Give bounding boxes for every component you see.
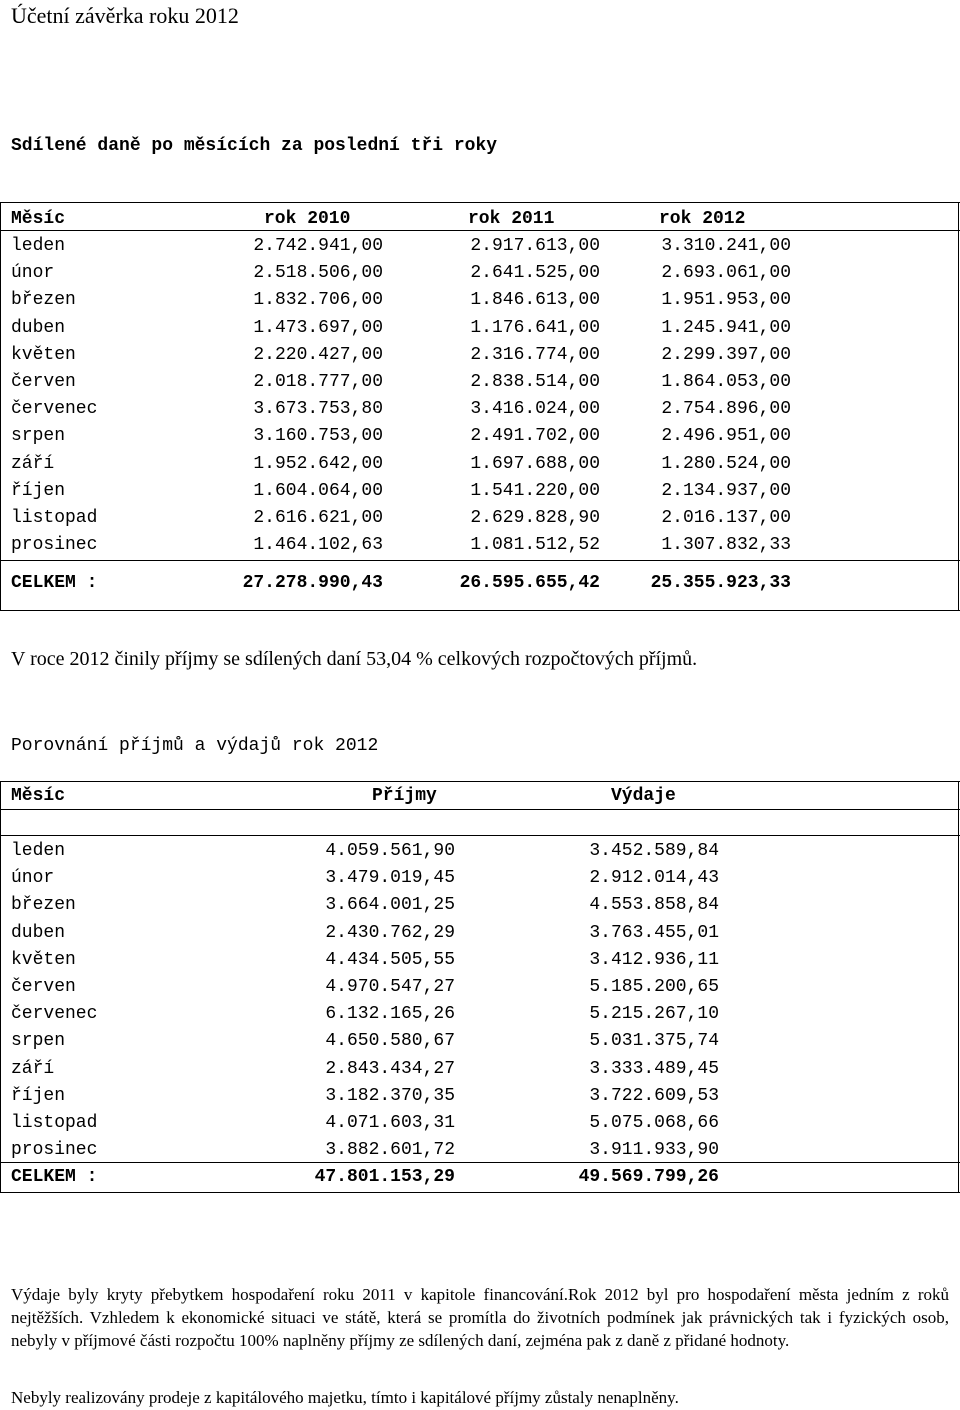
income-cell: 2.430.762,29 — [325, 922, 455, 943]
amount-cell: 1.952.642,00 — [253, 453, 383, 474]
amount-cell: 1.307.832,33 — [661, 535, 791, 556]
month-label: srpen — [11, 1031, 66, 1052]
total-label: CELKEM : — [11, 1167, 98, 1187]
header-spacer-divider — [0, 835, 960, 836]
total-divider — [0, 560, 960, 561]
income-cell: 3.479.019,45 — [325, 868, 455, 889]
expense-cell: 3.911.933,90 — [589, 1140, 719, 1161]
amount-cell: 3.416.024,00 — [470, 399, 600, 420]
income-cell: 6.132.165,26 — [325, 1004, 455, 1025]
month-label: říjen — [11, 1085, 66, 1106]
month-label: červen — [11, 372, 76, 392]
amount-cell: 2.754.896,00 — [661, 399, 791, 420]
month-label: listopad — [11, 1113, 98, 1133]
amount-cell: 2.641.525,00 — [470, 263, 600, 284]
amount-cell: 1.473.697,00 — [253, 317, 383, 338]
amount-cell: 3.673.753,80 — [253, 399, 383, 420]
income-cell: 4.650.580,67 — [325, 1031, 455, 1052]
expense-cell: 4.553.858,84 — [589, 895, 719, 916]
amount-cell: 1.951.953,00 — [661, 290, 791, 311]
amount-cell: 2.838.514,00 — [470, 372, 600, 392]
month-label: září — [11, 1058, 55, 1079]
income-cell: 3.664.001,25 — [325, 895, 455, 916]
expense-cell: 3.333.489,45 — [589, 1058, 719, 1079]
column-header-expenses: Výdaje — [611, 786, 676, 806]
expense-cell: 5.075.068,66 — [589, 1113, 719, 1133]
table-border-right — [958, 203, 959, 610]
column-header-year: rok 2010 — [264, 209, 351, 229]
expense-cell: 3.452.589,84 — [589, 841, 719, 861]
expense-cell: 5.185.200,65 — [589, 977, 719, 997]
month-label: červen — [11, 977, 76, 997]
paragraph-capital: Nebyly realizovány prodeje z kapitálového majetku, tímto i kapitálové příjmy zůstaly nenaplněny. — [11, 1388, 679, 1407]
month-label: červenec — [11, 399, 98, 420]
expense-cell: 5.215.267,10 — [589, 1004, 719, 1025]
comparison-heading: Porovnání příjmů a výdajů rok 2012 — [11, 736, 379, 756]
amount-cell: 3.310.241,00 — [661, 236, 791, 256]
month-label: září — [11, 453, 55, 474]
table-border-right — [958, 782, 959, 1192]
total-amount: 25.355.923,33 — [650, 573, 791, 593]
total-amount: 26.595.655,42 — [459, 573, 600, 593]
month-label: duben — [11, 922, 66, 943]
expense-cell: 3.722.609,53 — [589, 1085, 719, 1106]
amount-cell: 2.016.137,00 — [661, 508, 791, 528]
amount-cell: 3.160.753,00 — [253, 426, 383, 447]
month-label: květen — [11, 949, 76, 970]
income-cell: 4.071.603,31 — [325, 1113, 455, 1133]
amount-cell: 2.693.061,00 — [661, 263, 791, 284]
amount-cell: 2.742.941,00 — [253, 236, 383, 256]
amount-cell: 2.018.777,00 — [253, 372, 383, 392]
month-label: prosinec — [11, 535, 98, 556]
amount-cell: 2.518.506,00 — [253, 263, 383, 284]
total-label: CELKEM : — [11, 573, 98, 593]
month-label: únor — [11, 263, 55, 284]
amount-cell: 1.604.064,00 — [253, 480, 383, 501]
table-border-left — [0, 782, 1, 1192]
amount-cell: 1.864.053,00 — [661, 372, 791, 392]
paragraph-financing: Výdaje byly kryty přebytkem hospodaření roku 2011 v kapitole financování.Rok 2012 byl pro hospodaření města jedním z roků nejtěžších. Vzhledem k ekonomické situaci ve státě, která se promítla do životních podmínek jak právnických tak i fyzických osob, nebyly v příjmové části rozpočtu 100% naplněny příjmy ze sdílených daní, zejména pak z daně z přidané hodnoty. — [11, 1285, 949, 1350]
shared-taxes-table — [0, 202, 960, 611]
month-label: leden — [11, 236, 66, 256]
amount-cell: 1.464.102,63 — [253, 535, 383, 556]
column-header-month: Měsíc — [11, 209, 66, 229]
header-divider — [0, 230, 960, 231]
amount-cell: 1.541.220,00 — [470, 480, 600, 501]
expense-cell: 2.912.014,43 — [589, 868, 719, 889]
total-amount: 27.278.990,43 — [242, 573, 383, 593]
column-header-income: Příjmy — [372, 786, 437, 806]
shared-taxes-note: V roce 2012 činily příjmy se sdílených daní 53,04 % celkových rozpočtových příjmů. — [11, 648, 698, 670]
income-cell: 3.882.601,72 — [325, 1140, 455, 1161]
income-cell: 4.059.561,90 — [325, 841, 455, 861]
comparison-table — [0, 781, 960, 1193]
amount-cell: 1.081.512,52 — [470, 535, 600, 556]
expense-cell: 3.763.455,01 — [589, 922, 719, 943]
amount-cell: 2.299.397,00 — [661, 344, 791, 365]
total-amount: 49.569.799,26 — [578, 1167, 719, 1187]
income-cell: 4.970.547,27 — [325, 977, 455, 997]
month-label: duben — [11, 317, 66, 338]
amount-cell: 1.697.688,00 — [470, 453, 600, 474]
shared-taxes-heading: Sdílené daně po měsících za poslední tři roky — [11, 136, 498, 156]
total-amount: 47.801.153,29 — [314, 1167, 455, 1187]
month-label: říjen — [11, 480, 66, 501]
income-cell: 2.843.434,27 — [325, 1058, 455, 1079]
amount-cell: 2.491.702,00 — [470, 426, 600, 447]
month-label: listopad — [11, 508, 98, 528]
amount-cell: 1.846.613,00 — [470, 290, 600, 311]
amount-cell: 2.134.937,00 — [661, 480, 791, 501]
month-label: březen — [11, 290, 76, 311]
month-label: prosinec — [11, 1140, 98, 1161]
column-header-year: rok 2011 — [468, 209, 555, 229]
amount-cell: 2.629.828,90 — [470, 508, 600, 528]
amount-cell: 2.496.951,00 — [661, 426, 791, 447]
month-label: leden — [11, 841, 66, 861]
amount-cell: 1.280.524,00 — [661, 453, 791, 474]
expense-cell: 5.031.375,74 — [589, 1031, 719, 1052]
month-label: květen — [11, 344, 76, 365]
column-header-year: rok 2012 — [659, 209, 746, 229]
amount-cell: 2.220.427,00 — [253, 344, 383, 365]
amount-cell: 2.917.613,00 — [470, 236, 600, 256]
month-label: červenec — [11, 1004, 98, 1025]
total-divider — [0, 1162, 960, 1163]
month-label: srpen — [11, 426, 66, 447]
amount-cell: 1.176.641,00 — [470, 317, 600, 338]
amount-cell: 1.245.941,00 — [661, 317, 791, 338]
amount-cell: 1.832.706,00 — [253, 290, 383, 311]
amount-cell: 2.316.774,00 — [470, 344, 600, 365]
income-cell: 3.182.370,35 — [325, 1085, 455, 1106]
expense-cell: 3.412.936,11 — [589, 949, 719, 970]
column-header-month: Měsíc — [11, 786, 66, 806]
month-label: březen — [11, 895, 76, 916]
table-border-left — [0, 203, 1, 610]
header-divider — [0, 809, 960, 810]
document-title: Účetní závěrka roku 2012 — [11, 3, 239, 28]
month-label: únor — [11, 868, 55, 889]
amount-cell: 2.616.621,00 — [253, 508, 383, 528]
income-cell: 4.434.505,55 — [325, 949, 455, 970]
